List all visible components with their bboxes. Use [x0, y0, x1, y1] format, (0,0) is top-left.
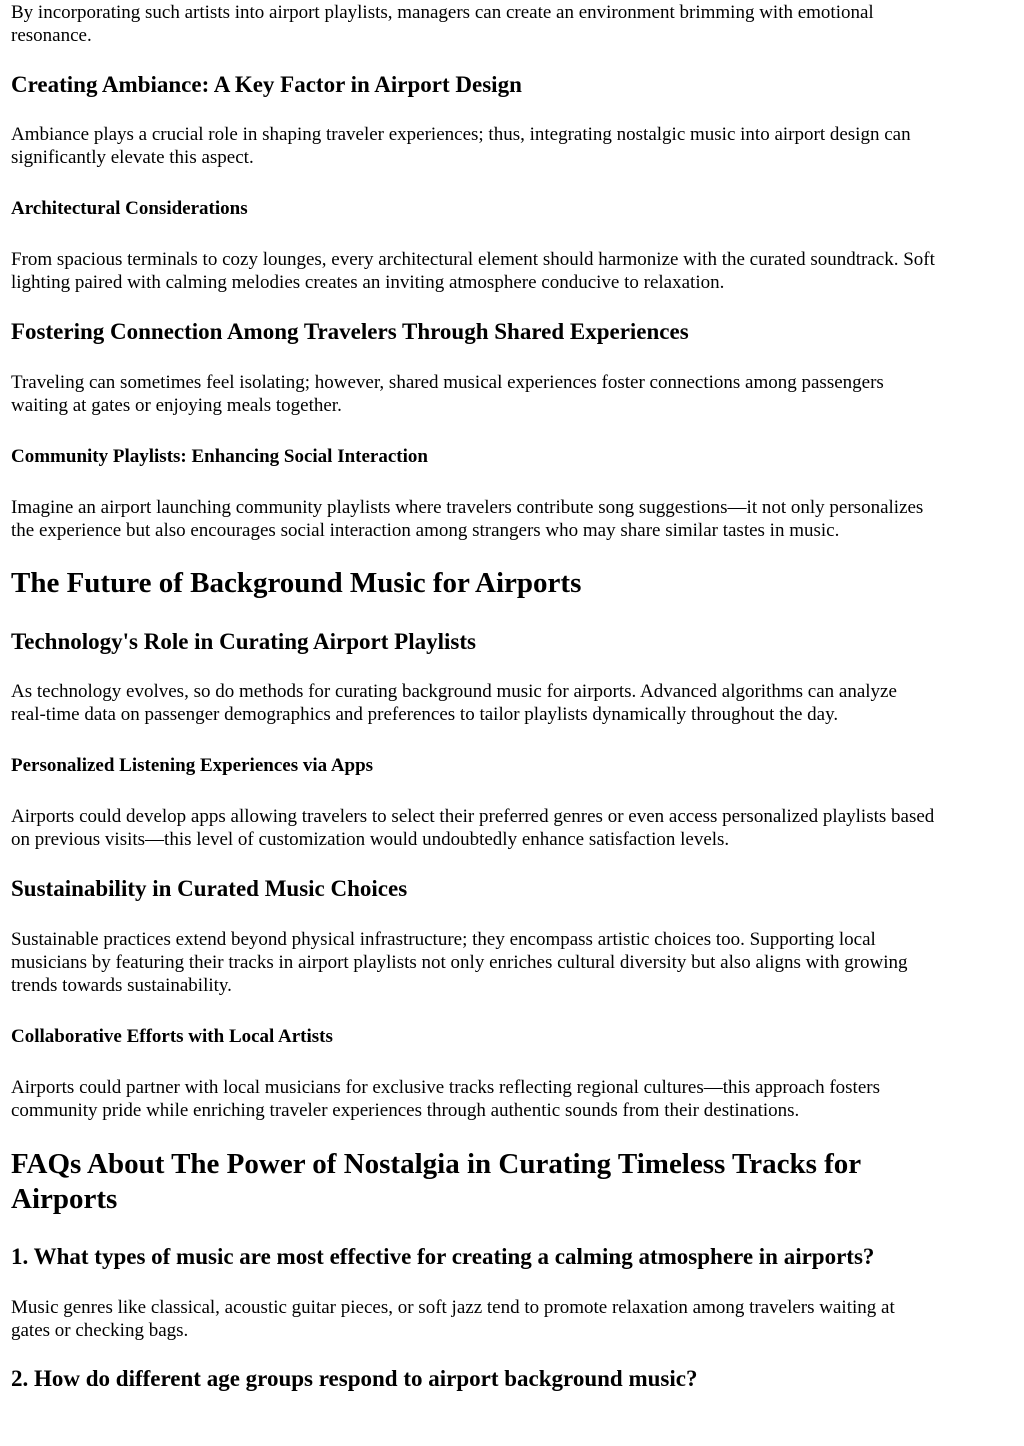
- heading-sustainability: Sustainability in Curated Music Choices: [11, 876, 408, 901]
- heading-collaborative: Collaborative Efforts with Local Artists: [11, 1026, 333, 1047]
- faq-question-1: 1. What types of music are most effective for creating a calming atmosphere in airports?: [11, 1244, 875, 1269]
- architectural-line-2: lighting paired with calming melodies creates an inviting atmosphere conducive to relaxation.: [11, 272, 725, 293]
- sustainability-line-1: Sustainable practices extend beyond physical infrastructure; they encompass artistic choices too. Supporting local: [11, 929, 876, 950]
- architectural-line-1: From spacious terminals to cozy lounges, every architectural element should harmonize with the curated soundtrack. Soft: [11, 249, 935, 270]
- sustainability-line-3: trends towards sustainability.: [11, 975, 232, 996]
- apps-paragraph: [11, 805, 934, 851]
- collaborative-paragraph: [11, 1076, 880, 1122]
- community-paragraph: [11, 496, 923, 542]
- community-line-2: the experience but also encourages social interaction among strangers who may share similar tastes in music.: [11, 520, 840, 541]
- architectural-paragraph: [11, 248, 935, 294]
- faq-answer-1-line-2: gates or checking bags.: [11, 1320, 189, 1341]
- faq-answer-1: [11, 1296, 895, 1342]
- intro-paragraph: [11, 1, 874, 47]
- connection-line-2: waiting at gates or enjoying meals together.: [11, 395, 342, 416]
- apps-line-2: on previous visits—this level of customization would undoubtedly enhance satisfaction levels.: [11, 829, 730, 850]
- ambiance-paragraph: [11, 123, 911, 169]
- apps-line-1: Airports could develop apps allowing travelers to select their preferred genres or even access personalized playlists based: [11, 806, 935, 827]
- technology-paragraph: [11, 680, 897, 726]
- faq-answer-1-line-1: Music genres like classical, acoustic guitar pieces, or soft jazz tend to promote relaxation among travelers waiting at: [11, 1297, 895, 1318]
- collaborative-line-2: community pride while enriching traveler experiences through authentic sounds from their destinations.: [11, 1100, 800, 1121]
- heading-architectural: Architectural Considerations: [11, 198, 248, 219]
- heading-faqs: [11, 1147, 861, 1217]
- connection-paragraph: [11, 371, 884, 417]
- heading-connection: Fostering Connection Among Travelers Through Shared Experiences: [11, 319, 689, 344]
- heading-technology: Technology's Role in Curating Airport Playlists: [11, 629, 476, 654]
- technology-line-2: real-time data on passenger demographics and preferences to tailor playlists dynamically throughout the day.: [11, 704, 839, 725]
- faqs-heading-line-2: Airports: [11, 1183, 118, 1215]
- intro-line-2: resonance.: [11, 25, 92, 46]
- intro-line-1: By incorporating such artists into airport playlists, managers can create an environment brimming with emotional: [11, 2, 874, 23]
- collaborative-line-1: Airports could partner with local musicians for exclusive tracks reflecting regional cultures—this approach fosters: [11, 1077, 880, 1098]
- sustainability-line-2: musicians by featuring their tracks in airport playlists not only enriches cultural diversity but also aligns with growing: [11, 952, 908, 973]
- ambiance-line-1: Ambiance plays a crucial role in shaping traveler experiences; thus, integrating nostalgic music into airport design can: [11, 124, 911, 145]
- ambiance-line-2: significantly elevate this aspect.: [11, 147, 254, 168]
- technology-line-1: As technology evolves, so do methods for curating background music for airports. Advanced algorithms can analyze: [11, 681, 897, 702]
- community-line-1: Imagine an airport launching community playlists where travelers contribute song suggestions—it not only personalizes: [11, 497, 924, 518]
- faqs-heading-line-1: FAQs About The Power of Nostalgia in Curating Timeless Tracks for: [11, 1148, 862, 1180]
- heading-ambiance: Creating Ambiance: A Key Factor in Airport Design: [11, 72, 522, 97]
- faq-question-2: 2. How do different age groups respond to airport background music?: [11, 1366, 698, 1391]
- heading-apps: Personalized Listening Experiences via Apps: [11, 755, 374, 776]
- connection-line-1: Traveling can sometimes feel isolating; however, shared musical experiences foster connections among passengers: [11, 372, 884, 393]
- heading-community: Community Playlists: Enhancing Social Interaction: [11, 446, 428, 467]
- sustainability-paragraph: [11, 928, 908, 997]
- heading-future: The Future of Background Music for Airports: [11, 567, 582, 599]
